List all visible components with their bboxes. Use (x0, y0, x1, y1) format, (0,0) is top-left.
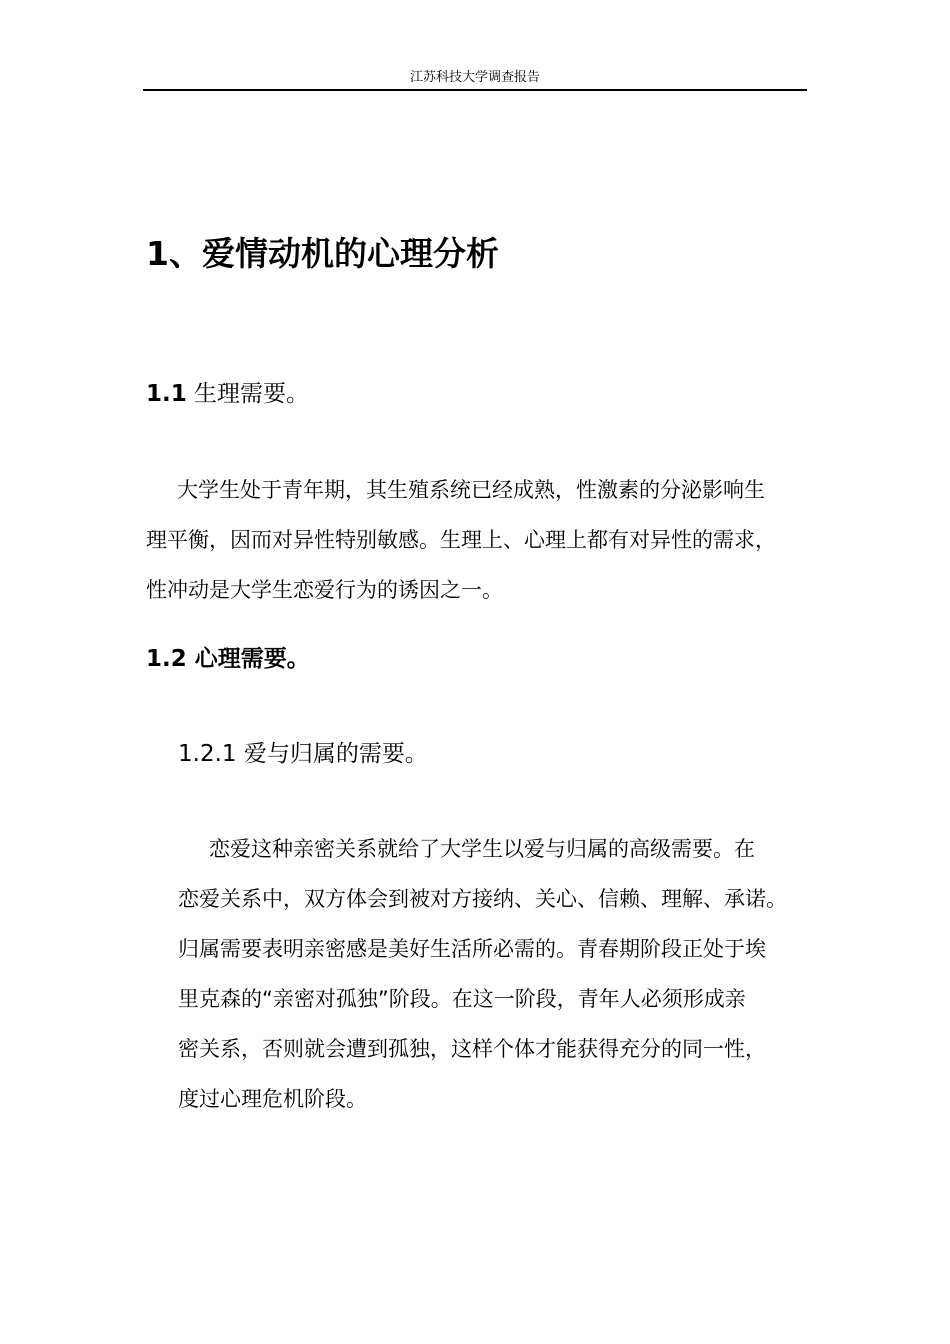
paragraph-line: 里克森的“亲密对孤独”阶段。在这一阶段，青年人必须形成亲 (178, 987, 746, 1011)
subsubsection-heading-1-2-1: 1.2.1 爱与归属的需要。 (178, 741, 428, 767)
subsection-title: 生理需要。 (186, 381, 310, 407)
subsection-heading-1-2 (146, 642, 310, 676)
page-header (143, 68, 807, 91)
subsection-number: 1.1 (146, 381, 187, 407)
paragraph-line: 度过心理危机阶段。 (178, 1087, 367, 1111)
subsection-title: 心理需要。 (186, 646, 310, 672)
paragraph-physiological-needs (146, 465, 776, 615)
paragraph-line: 密关系，否则就会遭到孤独，这样个体才能获得充分的同一性， (178, 1037, 766, 1061)
paragraph-line: 归属需要表明亲密感是美好生活所必需的。青春期阶段正处于埃 (178, 937, 766, 961)
page-header-text: 江苏科技大学调查报告 (409, 70, 540, 85)
paragraph-line: 恋爱这种亲密关系就给了大学生以爱与归属的高级需要。在 (209, 837, 755, 861)
paragraph-line: 理平衡，因而对异性特别敏感。生理上、心理上都有对异性的需求， (146, 528, 776, 552)
section-title: 1、爱情动机的心理分析 (146, 234, 499, 273)
paragraph-love-belonging (178, 824, 787, 1124)
paragraph-line: 大学生处于青年期，其生殖系统已经成熟，性激素的分泌影响生 (177, 478, 765, 502)
paragraph-line: 恋爱关系中，双方体会到被对方接纳、关心、信赖、理解、承诺。 (178, 887, 787, 911)
subsection-number: 1.2 (146, 646, 187, 672)
subsection-heading-1-1 (146, 377, 309, 411)
paragraph-line: 性冲动是大学生恋爱行为的诱因之一。 (146, 578, 503, 602)
